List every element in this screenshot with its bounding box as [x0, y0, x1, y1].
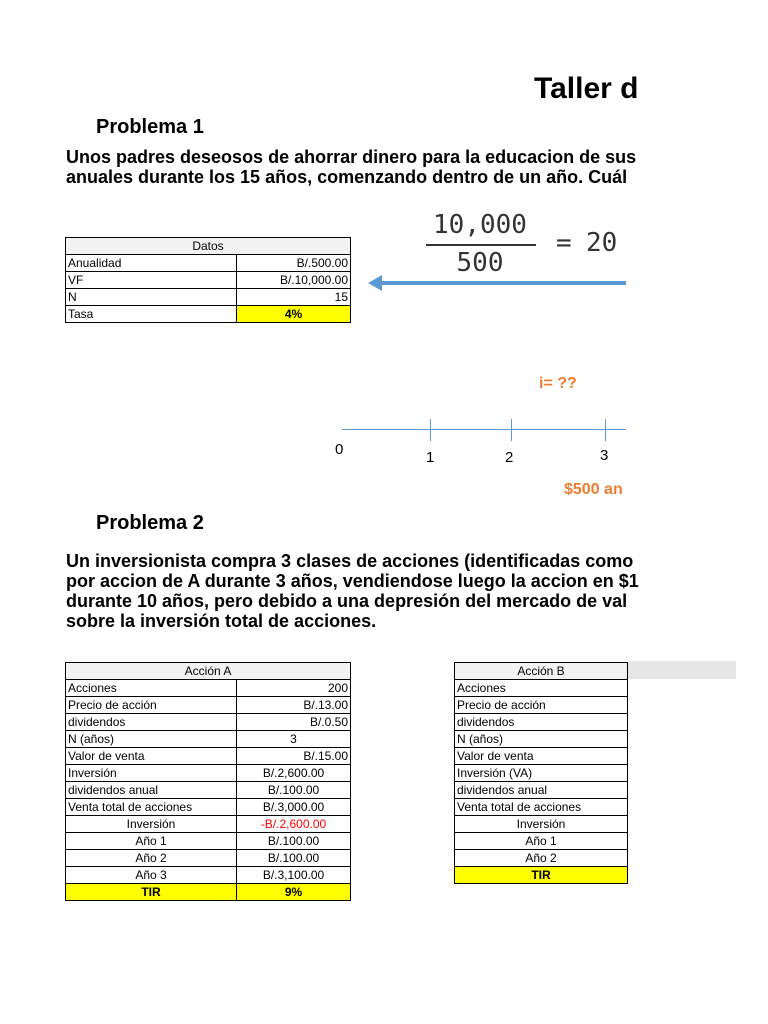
accion-b-label-0: Acciones: [455, 680, 628, 697]
timeline-label-0: 0: [335, 441, 344, 458]
accion-a-table: [65, 662, 351, 901]
table-row: [66, 850, 351, 867]
table-row: [455, 816, 628, 833]
accion-b-label-7: Venta total de acciones: [455, 799, 628, 816]
table-row: [455, 680, 628, 697]
table-row: [66, 867, 351, 884]
timeline-label-2: 2: [505, 449, 514, 466]
table-row: [455, 731, 628, 748]
datos-table-header: Datos: [66, 238, 351, 255]
problem-2-line-3: durante 10 años, pero debido a una depresión del mercado de val: [66, 591, 628, 611]
accion-b-label-10: Año 2: [455, 850, 628, 867]
table-row: [66, 884, 351, 901]
table-row: [66, 799, 351, 816]
table-row: [455, 782, 628, 799]
timeline-label-3: 3: [600, 447, 609, 464]
accion-b-label-5: Inversión (VA): [455, 765, 628, 782]
accion-a-label-8: Inversión: [66, 816, 237, 833]
problem-1-title: Problema 1: [96, 116, 204, 138]
accion-a-label-2: dividendos: [66, 714, 237, 731]
fraction-line: [426, 244, 536, 246]
datos-label-vf: VF: [66, 272, 237, 289]
page-title: Taller d: [534, 72, 639, 105]
table-row: [455, 833, 628, 850]
accion-a-value-2: B/.0.50: [237, 714, 351, 731]
accion-a-value-6: B/.100.00: [237, 782, 351, 799]
table-row: [455, 748, 628, 765]
datos-label-tasa: Tasa: [66, 306, 237, 323]
accion-a-value-4: B/.15.00: [237, 748, 351, 765]
problem-2-text: [66, 551, 706, 631]
datos-label-n: N: [66, 289, 237, 306]
annuity-label: $500 an: [564, 481, 623, 498]
blue-arrow-line: [378, 281, 626, 285]
accion-a-label-11: Año 3: [66, 867, 237, 884]
accion-a-value-5: B/.2,600.00: [237, 765, 351, 782]
datos-value-tasa: 4%: [237, 306, 351, 323]
problem-2-line-1: Un inversionista compra 3 clases de acciones (identificadas como: [66, 551, 634, 571]
interest-rate-label: i= ??: [539, 375, 577, 392]
datos-label-anualidad: Anualidad: [66, 255, 237, 272]
table-row: [66, 765, 351, 782]
table-row: [66, 731, 351, 748]
accion-a-value-1: B/.13.00: [237, 697, 351, 714]
problem-2-line-2: por accion de A durante 3 años, vendiendose luego la accion en $1: [66, 571, 639, 591]
accion-a-value-7: B/.3,000.00: [237, 799, 351, 816]
accion-a-value-10: B/.100.00: [237, 850, 351, 867]
datos-table: [65, 237, 351, 323]
accion-a-value-0: 200: [237, 680, 351, 697]
accion-b-table: [454, 662, 628, 884]
table-row: [455, 799, 628, 816]
accion-b-label-3: N (años): [455, 731, 628, 748]
accion-b-label-6: dividendos anual: [455, 782, 628, 799]
accion-a-label-10: Año 2: [66, 850, 237, 867]
formula-result: 20: [586, 228, 618, 258]
datos-value-vf: B/.10,000.00: [237, 272, 351, 289]
accion-a-label-3: N (años): [66, 731, 237, 748]
table-row: [66, 680, 351, 697]
accion-b-label-4: Valor de venta: [455, 748, 628, 765]
table-row: [66, 306, 351, 323]
spreadsheet-gray-header-extension: [627, 661, 736, 679]
table-row: [66, 816, 351, 833]
formula-numerator: 10,000: [433, 210, 527, 240]
table-row: [455, 850, 628, 867]
table-row: [455, 697, 628, 714]
table-row: [66, 255, 351, 272]
accion-a-label-4: Valor de venta: [66, 748, 237, 765]
problem-1-text: [66, 147, 706, 187]
timeline-label-1: 1: [426, 449, 435, 466]
formula-equals: =: [556, 228, 572, 258]
accion-b-label-2: dividendos: [455, 714, 628, 731]
table-row: [66, 289, 351, 306]
problem-2-line-4: sobre la inversión total de acciones.: [66, 611, 377, 631]
accion-a-label-6: dividendos anual: [66, 782, 237, 799]
timeline-tick-1: [430, 419, 431, 441]
table-row: [66, 714, 351, 731]
accion-a-value-9: B/.100.00: [237, 833, 351, 850]
problem-1-line-1: Unos padres deseosos de ahorrar dinero para la educacion de sus: [66, 147, 637, 167]
formula: [418, 206, 718, 286]
timeline-axis: [342, 429, 626, 430]
accion-a-label-7: Venta total de acciones: [66, 799, 237, 816]
accion-a-label-9: Año 1: [66, 833, 237, 850]
accion-a-value-11: B/.3,100.00: [237, 867, 351, 884]
accion-a-value-3: 3: [237, 731, 351, 748]
problem-2-title: Problema 2: [96, 512, 204, 534]
accion-a-value-12: 9%: [237, 884, 351, 901]
timeline-tick-2: [511, 419, 512, 441]
accion-a-label-5: Inversión: [66, 765, 237, 782]
accion-b-label-8: Inversión: [455, 816, 628, 833]
datos-value-anualidad: B/.500.00: [237, 255, 351, 272]
table-row: [66, 748, 351, 765]
accion-a-label-1: Precio de acción: [66, 697, 237, 714]
accion-b-label-1: Precio de acción: [455, 697, 628, 714]
accion-a-label-12: TIR: [66, 884, 237, 901]
formula-denominator: 500: [456, 248, 504, 278]
accion-b-header: Acción B: [455, 663, 628, 680]
table-row: [66, 782, 351, 799]
table-row: [455, 714, 628, 731]
accion-a-label-0: Acciones: [66, 680, 237, 697]
accion-a-value-8: -B/.2,600.00: [237, 816, 351, 833]
accion-b-label-11: TIR: [455, 867, 628, 884]
table-row: [66, 272, 351, 289]
table-row: [455, 765, 628, 782]
datos-value-n: 15: [237, 289, 351, 306]
table-row: [455, 867, 628, 884]
left-arrow-icon: [368, 275, 382, 291]
table-row: [66, 833, 351, 850]
timeline-tick-3: [605, 419, 606, 441]
table-row: [66, 697, 351, 714]
problem-1-line-2: anuales durante los 15 años, comenzando dentro de un año. Cuál: [66, 167, 628, 187]
accion-a-header: Acción A: [66, 663, 351, 680]
accion-b-label-9: Año 1: [455, 833, 628, 850]
